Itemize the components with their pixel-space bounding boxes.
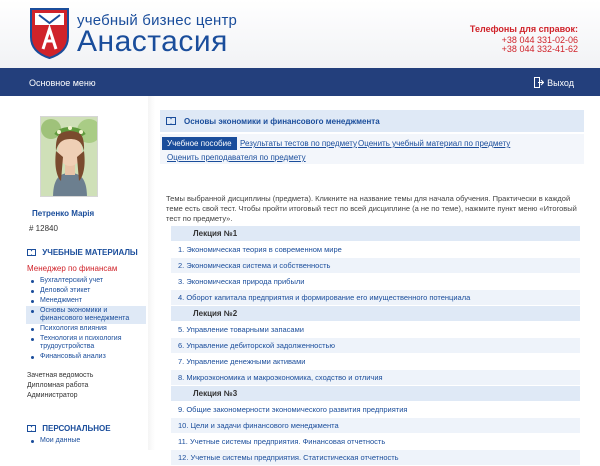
exit-link[interactable] bbox=[547, 78, 574, 88]
topic-link[interactable]: 4. Оборот капитала предприятия и формирование его имущественного потенциала bbox=[171, 290, 580, 305]
topic-link[interactable]: 3. Экономическая природа прибыли bbox=[178, 277, 305, 286]
exit-icon bbox=[534, 77, 544, 88]
course-item[interactable]: Технология и психология трудоустройства bbox=[26, 334, 146, 352]
user-photo bbox=[41, 117, 98, 197]
exit-label: Выход bbox=[547, 78, 574, 88]
phone-number: +38 044 332-41-62 bbox=[501, 44, 578, 54]
book-icon bbox=[27, 249, 36, 256]
logo-shield-icon[interactable] bbox=[29, 7, 70, 59]
personal-title-label: ПЕРСОНАЛЬНОЕ bbox=[42, 424, 111, 433]
content-header bbox=[160, 110, 584, 132]
avatar bbox=[40, 116, 98, 197]
topic-link[interactable]: 5. Управление товарными запасами bbox=[178, 325, 304, 334]
lecture-list bbox=[171, 226, 580, 466]
diploma-link[interactable]: Дипломная работа bbox=[27, 382, 89, 389]
tab-rate-teacher[interactable]: Оценить преподавателя по предмету bbox=[167, 153, 306, 162]
personal-list bbox=[26, 436, 146, 446]
course-item[interactable]: Бухгалтерский учет bbox=[26, 276, 146, 286]
intro-text: Темы выбранной дисциплины (предмета). Кликните на название темы для начала обучения. Практически в каждой теме есть свой тест. Чтобы пройти итоговый тест по всей дисциплине (а не по теме), нажмите пункт меню «Итоговый тест по предмету». bbox=[166, 194, 577, 223]
page-title: Основы экономики и финансового менеджмента bbox=[184, 117, 380, 126]
topic-link[interactable]: 8. Микроэкономика и макроэкономика, сходство и отличия bbox=[171, 370, 580, 385]
course-item[interactable]: Менеджмент bbox=[26, 296, 146, 306]
brand-name: Анастасия bbox=[77, 25, 228, 58]
topic-link[interactable]: 10. Цели и задачи финансового менеджмента bbox=[171, 418, 580, 433]
grade-sheet-link[interactable]: Зачетная ведомость bbox=[27, 372, 94, 379]
tab-test-results[interactable]: Результаты тестов по предмету bbox=[240, 139, 358, 148]
course-item[interactable]: Финансовый анализ bbox=[26, 352, 146, 362]
topic-link[interactable]: 7. Управление денежными активами bbox=[178, 357, 306, 366]
topic-link[interactable]: 11. Учетные системы предприятия. Финансовая отчетность bbox=[178, 437, 386, 446]
main-menu-link[interactable]: Основное меню bbox=[29, 78, 96, 88]
program-label: Менеджер по финансам bbox=[27, 264, 118, 273]
personal-section-title bbox=[27, 424, 111, 433]
phones-label: Телефоны для справок: bbox=[469, 24, 578, 34]
topic-link[interactable]: 6. Управление дебиторской задолженностью bbox=[171, 338, 580, 353]
my-data-link[interactable]: Мои данные bbox=[26, 436, 146, 446]
course-item[interactable]: Деловой этикет bbox=[26, 286, 146, 296]
site-header bbox=[0, 0, 600, 68]
lecture-header: Лекция №1 bbox=[171, 226, 580, 241]
lecture-header: Лекция №2 bbox=[171, 306, 580, 321]
phone-number: +38 044 331-02-06 bbox=[501, 35, 578, 45]
topic-link[interactable]: 9. Общие закономерности экономического развития предприятия bbox=[178, 405, 408, 414]
topic-link[interactable]: 1. Экономическая теория в современном мире bbox=[178, 245, 342, 254]
course-item[interactable]: Психология влияния bbox=[26, 324, 146, 334]
user-name: Петренко Марія bbox=[32, 209, 95, 218]
course-list bbox=[26, 276, 146, 362]
materials-title-label: УЧЕБНЫЕ МАТЕРИАЛЫ bbox=[42, 248, 138, 257]
user-id: # 12840 bbox=[29, 224, 58, 233]
admin-link[interactable]: Администратор bbox=[27, 392, 78, 399]
top-navbar bbox=[0, 68, 600, 96]
book-icon bbox=[166, 117, 176, 125]
topic-link[interactable]: 2. Экономическая система и собственность bbox=[171, 258, 580, 273]
lecture-header: Лекция №3 bbox=[171, 386, 580, 401]
topic-link[interactable]: 12. Учетные системы предприятия. Статистическая отчетность bbox=[171, 450, 580, 465]
book-icon bbox=[27, 425, 36, 432]
tab-rate-material[interactable]: Оценить учебный материал по предмету bbox=[358, 139, 511, 148]
course-item-active[interactable]: Основы экономики и финансового менеджмента bbox=[26, 306, 146, 324]
brand-tagline: учебный бизнес центр bbox=[77, 12, 238, 29]
materials-section-title bbox=[27, 248, 138, 257]
tab-textbook[interactable]: Учебное пособие bbox=[162, 137, 237, 150]
sidebar bbox=[0, 96, 148, 450]
